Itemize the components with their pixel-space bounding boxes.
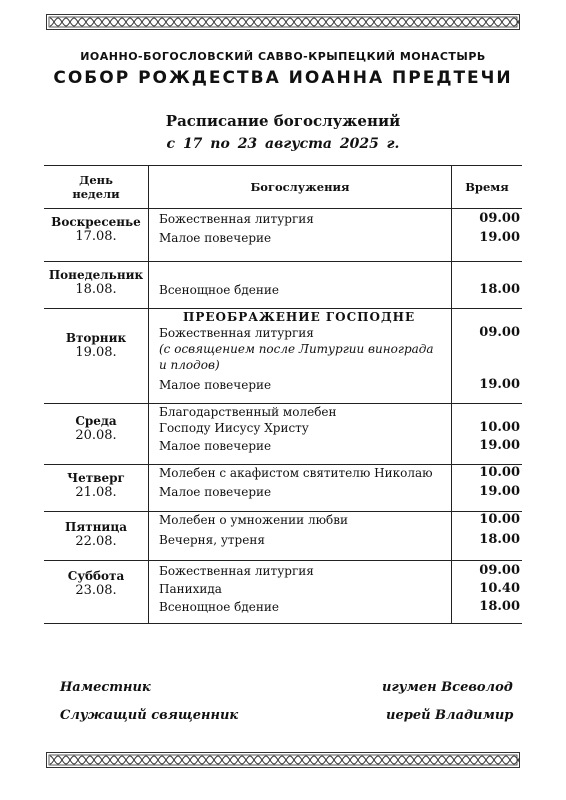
day-name: Воскресенье (51, 215, 141, 229)
day-cell (44, 561, 149, 624)
day-cell (44, 209, 149, 262)
service-time: 10.40 (479, 581, 520, 596)
table-row (44, 561, 522, 624)
priest-role: Служащий священник (60, 708, 239, 723)
abbot-name: игумен Всеволод (382, 680, 513, 695)
service-time: 18.00 (479, 532, 520, 547)
services-cell (149, 561, 452, 624)
service-time: 10.00 (479, 465, 520, 480)
service-item: Господу Иисусу Христу (159, 421, 309, 435)
table-row (44, 404, 522, 465)
service-item: Молебен о умножении любви (159, 513, 349, 527)
day-date: 20.08. (75, 428, 117, 443)
service-item: Божественная литургия (159, 564, 314, 578)
day-name: Пятница (65, 520, 127, 534)
service-item: Малое повечерие (159, 485, 272, 499)
services-cell (149, 209, 452, 262)
table-row (44, 465, 522, 512)
priest-name: иерей Владимир (386, 708, 514, 723)
day-name: Вторник (65, 331, 127, 345)
service-time: 09.00 (479, 325, 520, 340)
day-name: Суббота (67, 569, 125, 583)
times-cell (452, 561, 523, 624)
abbot-role: Наместник (60, 680, 151, 695)
table-header-row (44, 166, 522, 209)
feast-title: ПРЕОБРАЖЕНИЕ ГОСПОДНЕ (183, 310, 416, 324)
day-date: 21.08. (75, 485, 117, 500)
times-cell (452, 512, 523, 561)
service-time: 09.00 (479, 563, 520, 578)
day-cell (44, 309, 149, 404)
cathedral-name: СОБОР РОЖДЕСТВА ИОАННА ПРЕДТЕЧИ (53, 68, 513, 88)
service-time (452, 341, 522, 357)
service-time: 10.00 (479, 420, 520, 435)
service-time: 18.00 (479, 282, 520, 297)
day-cell (44, 262, 149, 309)
header-day-line2: недели (72, 187, 120, 201)
service-note: (с освящением после Литургии винограда (159, 342, 434, 356)
service-item: Малое повечерие (159, 439, 272, 453)
day-cell (44, 404, 149, 465)
services-cell (149, 262, 452, 309)
service-time: 19.00 (479, 484, 520, 499)
bottom-ornament-border (46, 752, 520, 768)
times-cell (452, 309, 523, 404)
times-cell (452, 465, 523, 512)
day-date: 23.08. (75, 583, 117, 598)
day-name: Среда (75, 414, 117, 428)
table-row (44, 262, 522, 309)
monastery-name: ИОАННО-БОГОСЛОВСКИЙ САВВО-КРЫПЕЦКИЙ МОНАСТЫРЬ (80, 50, 486, 63)
header-day-line1: День (79, 173, 113, 187)
service-time: 10.00 (479, 512, 520, 527)
services-cell (149, 512, 452, 561)
service-item: Малое повечерие (159, 231, 272, 245)
schedule-title: Расписание богослужений (165, 112, 401, 130)
service-item: Божественная литургия (159, 326, 314, 340)
header-time: Время (452, 166, 523, 209)
service-time: 18.00 (479, 599, 520, 614)
header-services: Богослужения (149, 166, 452, 209)
service-item: Божественная литургия (159, 212, 314, 226)
service-note: и плодов) (159, 358, 220, 372)
day-cell (44, 465, 149, 512)
service-item: Малое повечерие (159, 378, 272, 392)
day-date: 19.08. (75, 345, 117, 360)
service-item: Всенощное бдение (159, 600, 279, 614)
service-time: 19.00 (479, 377, 520, 392)
top-ornament-border (46, 14, 520, 30)
services-cell (149, 309, 452, 404)
times-cell (452, 209, 523, 262)
day-date: 18.08. (75, 282, 117, 297)
service-time: 09.00 (479, 211, 520, 226)
table-row (44, 209, 522, 262)
service-time: 19.00 (479, 230, 520, 245)
day-date: 17.08. (75, 229, 117, 244)
service-time: 19.00 (479, 438, 520, 453)
schedule-table (44, 165, 522, 624)
service-item: Всенощное бдение (159, 283, 279, 297)
service-time (452, 357, 522, 373)
table-row (44, 512, 522, 561)
schedule-dates: с 17 по 23 августа 2025 г. (166, 136, 400, 152)
day-name: Понедельник (48, 268, 144, 282)
day-cell (44, 512, 149, 561)
service-time (452, 404, 522, 420)
service-item: Панихида (159, 582, 222, 596)
day-date: 22.08. (75, 534, 117, 549)
service-item: Молебен с акафистом святителю Николаю (159, 466, 433, 480)
services-cell (149, 404, 452, 465)
services-cell (149, 465, 452, 512)
times-cell (452, 404, 523, 465)
service-item: Вечерня, утреня (159, 533, 265, 547)
service-item: Благодарственный молебен (159, 405, 337, 419)
times-cell (452, 262, 523, 309)
table-row (44, 309, 522, 404)
header-day (44, 166, 149, 209)
day-name: Четверг (67, 471, 125, 485)
